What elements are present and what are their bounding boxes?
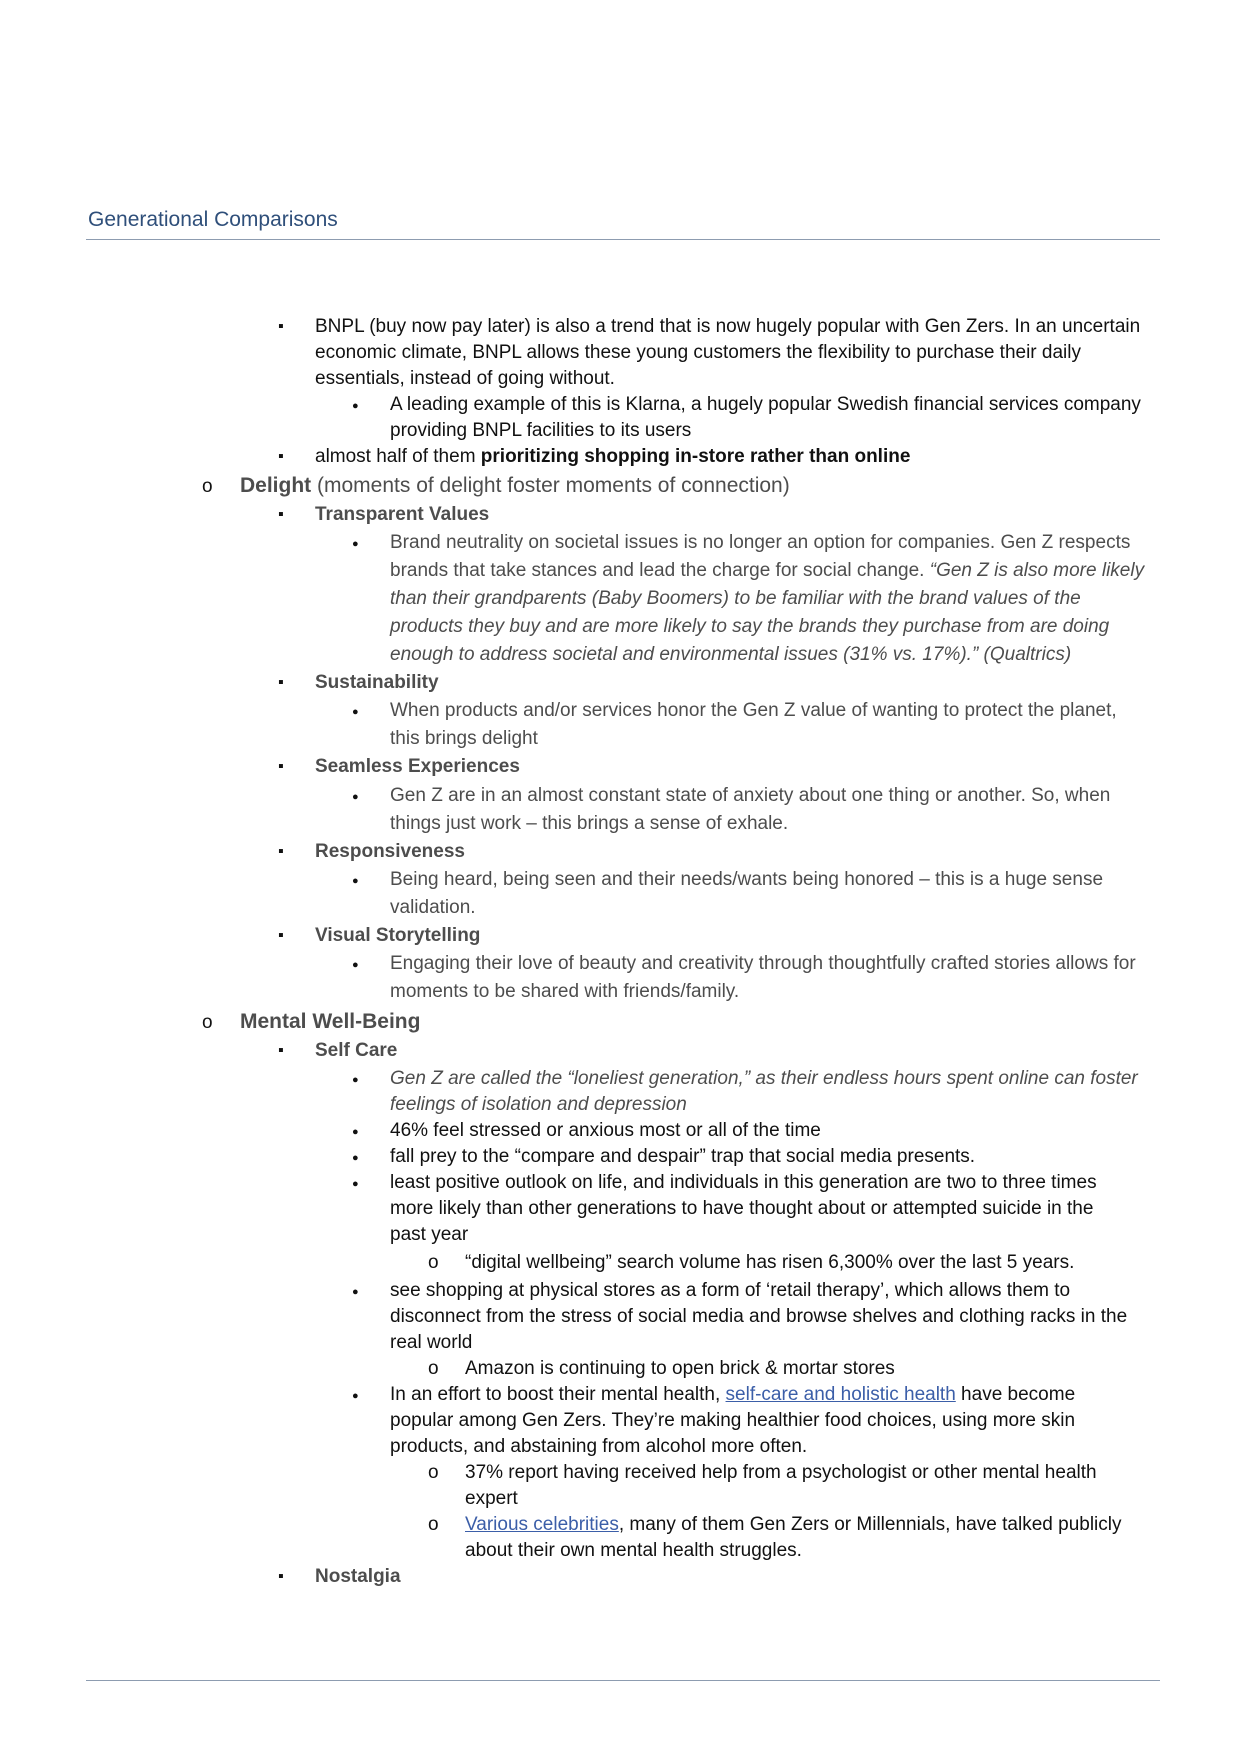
square-bullet <box>278 923 284 949</box>
effort-line-1 <box>390 1382 1075 1408</box>
seamless-title <box>315 754 520 780</box>
lonely-line-1-text: Gen Z are called the “loneliest generation,” as their endless hours spent online can foster <box>390 1068 1138 1089</box>
responsiveness-line-2: validation. <box>390 897 476 918</box>
digital-line: “digital wellbeing” search volume has risen 6,300% over the last 5 years. <box>465 1252 1075 1273</box>
dot-bullet <box>352 1170 359 1197</box>
square-bullet <box>278 839 284 865</box>
circle-bullet <box>428 1250 439 1277</box>
transparent-line-5-text: enough to address societal and environmental issues (31% vs. 17%).” (Qualtrics) <box>390 644 1072 665</box>
bnpl-line-3: essentials, instead of going without. <box>315 368 615 389</box>
self-care-link[interactable]: self-care and holistic health <box>725 1384 956 1405</box>
seamless-title-text: Seamless Experiences <box>315 756 520 777</box>
square-bullet <box>278 1564 284 1590</box>
shopping-line-1: see shopping at physical stores as a form of ‘retail therapy’, which allows them to <box>390 1280 1071 1301</box>
outlook-line-3: past year <box>390 1224 469 1245</box>
square-bullet <box>278 670 284 696</box>
compare-line: fall prey to the “compare and despair” trap that social media presents. <box>390 1146 976 1167</box>
nostalgia-title-text: Nostalgia <box>315 1566 401 1587</box>
klarna-line-1: A leading example of this is Klarna, a hugely popular Swedish financial services company <box>390 394 1141 415</box>
responsiveness-title <box>315 839 465 865</box>
outlook-line-2: more likely than other generations to have thought about or attempted suicide in the <box>390 1198 1094 1219</box>
square-bullet <box>278 1038 284 1064</box>
circle-bullet <box>428 1460 439 1487</box>
selfcare-title-text: Self Care <box>315 1040 398 1061</box>
footer-divider <box>86 1680 1160 1681</box>
outlook-line-1: least positive outlook on life, and individuals in this generation are two to three times <box>390 1172 1097 1193</box>
dot-bullet <box>352 530 359 557</box>
transparent-line-3 <box>390 586 1081 612</box>
bnpl-line-1: BNPL (buy now pay later) is also a trend that is now hugely popular with Gen Zers. In an uncertain <box>315 316 1141 337</box>
amazon-line: Amazon is continuing to open brick & mortar stores <box>465 1358 895 1379</box>
transparent-line-4-text: products they buy and are more likely to say the brands they purchase from are doing <box>390 616 1110 637</box>
transparent-line-2 <box>390 558 1144 584</box>
square-bullet <box>278 502 284 528</box>
visual-title <box>315 923 480 949</box>
circle-bullet <box>202 1010 213 1037</box>
dot-bullet <box>352 867 359 894</box>
lonely-line-2-text: feelings of isolation and depression <box>390 1094 687 1115</box>
page-header-title: Generational Comparisons <box>88 208 338 231</box>
klarna-line-2: providing BNPL facilities to its users <box>390 420 692 441</box>
dot-bullet <box>352 1382 359 1409</box>
seamless-line-2: things just work – this brings a sense of exhale. <box>390 813 789 834</box>
visual-line-1: Engaging their love of beauty and creativity through thoughtfully crafted stories allows for <box>390 953 1136 974</box>
visual-title-text: Visual Storytelling <box>315 925 481 946</box>
effort-line-1a: In an effort to boost their mental health, <box>390 1384 726 1405</box>
bnpl-line-2: economic climate, BNPL allows these young customers the flexibility to purchase their daily <box>315 342 1081 363</box>
dot-bullet <box>352 698 359 725</box>
dot-bullet <box>352 392 359 419</box>
circle-bullet <box>202 474 213 501</box>
celeb-line-1 <box>465 1512 1122 1538</box>
psych-line-2: expert <box>465 1488 518 1509</box>
half-instore-bold: prioritizing shopping in-store rather than online <box>480 446 911 467</box>
transparent-line-2a: brands that take stances and lead the charge for social change. <box>390 560 930 581</box>
effort-line-1b: have become <box>955 1384 1076 1405</box>
lonely-line-1 <box>390 1066 1138 1092</box>
sustainability-line-1: When products and/or services honor the Gen Z value of wanting to protect the planet, <box>390 700 1117 721</box>
delight-subtitle: (moments of delight foster moments of connection) <box>311 474 790 497</box>
transparent-line-5 <box>390 642 1071 668</box>
header-divider <box>86 239 1160 240</box>
dot-bullet <box>352 1144 359 1171</box>
square-bullet <box>278 314 284 340</box>
transparent-line-3-text: than their grandparents (Baby Boomers) to be familiar with the brand values of the <box>390 588 1081 609</box>
nostalgia-title <box>315 1564 401 1590</box>
circle-bullet <box>428 1356 439 1383</box>
dot-bullet <box>352 951 359 978</box>
transparent-title-text: Transparent Values <box>315 504 490 525</box>
mental-heading <box>240 1009 420 1035</box>
dot-bullet <box>352 1118 359 1145</box>
effort-line-3: products, and abstaining from alcohol more often. <box>390 1436 808 1457</box>
selfcare-title <box>315 1038 397 1064</box>
dot-bullet <box>352 1066 359 1093</box>
half-instore-text: almost half of them <box>315 446 481 467</box>
transparent-line-2b: “Gen Z is also more likely <box>929 560 1145 581</box>
visual-line-2: moments to be shared with friends/family. <box>390 981 740 1002</box>
various-celebrities-link[interactable]: Various celebrities <box>465 1514 619 1535</box>
delight-title: Delight <box>240 474 312 497</box>
dot-bullet <box>352 783 359 810</box>
delight-heading <box>240 473 790 499</box>
square-bullet <box>278 754 284 780</box>
psych-line-1: 37% report having received help from a psychologist or other mental health <box>465 1462 1097 1483</box>
transparent-line-4 <box>390 614 1109 640</box>
dot-bullet <box>352 1278 359 1305</box>
sustainability-line-2: this brings delight <box>390 728 538 749</box>
transparent-title <box>315 502 489 528</box>
shopping-line-2: disconnect from the stress of social media and browse shelves and clothing racks in the <box>390 1306 1128 1327</box>
responsiveness-title-text: Responsiveness <box>315 841 465 862</box>
celeb-line-2: about their own mental health struggles. <box>465 1540 802 1561</box>
circle-bullet <box>428 1512 439 1539</box>
responsiveness-line-1: Being heard, being seen and their needs/wants being honored – this is a huge sense <box>390 869 1104 890</box>
stressed-line: 46% feel stressed or anxious most or all of the time <box>390 1120 821 1141</box>
half-instore-line <box>315 444 910 470</box>
square-bullet <box>278 444 284 470</box>
effort-line-2: popular among Gen Zers. They’re making healthier food choices, using more skin <box>390 1410 1076 1431</box>
sustainability-title-text: Sustainability <box>315 672 439 693</box>
lonely-line-2 <box>390 1092 687 1118</box>
shopping-line-3: real world <box>390 1332 473 1353</box>
transparent-line-1: Brand neutrality on societal issues is no longer an option for companies. Gen Z respects <box>390 532 1131 553</box>
sustainability-title <box>315 670 439 696</box>
celeb-line-1b: , many of them Gen Zers or Millennials, have talked publicly <box>618 1514 1122 1535</box>
seamless-line-1: Gen Z are in an almost constant state of anxiety about one thing or another. So, when <box>390 785 1111 806</box>
mental-title-text: Mental Well-Being <box>240 1010 421 1033</box>
